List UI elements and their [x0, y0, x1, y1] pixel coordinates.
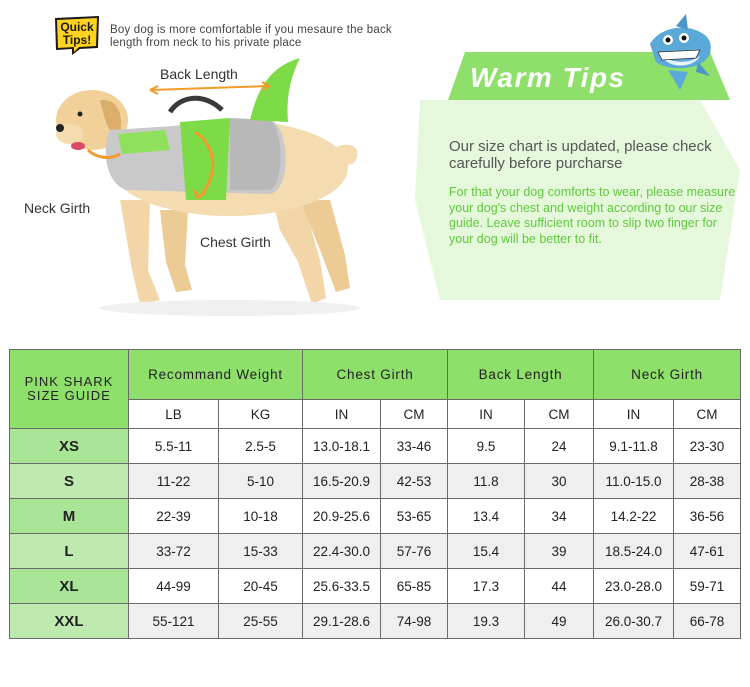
table-cell: 17.3 — [448, 569, 525, 604]
table-row — [10, 429, 741, 464]
neck-girth-label: Neck Girth — [24, 200, 91, 216]
table-cell: 11.0-15.0 — [594, 464, 674, 499]
table-cell: 42-53 — [381, 464, 448, 499]
size-cell: XXL — [10, 604, 129, 639]
quick-tips-text: Boy dog is more comfortable if you mesaure the back length from neck to his private place — [110, 24, 392, 49]
table-cell: 15-33 — [219, 534, 303, 569]
back-length-label: Back Length — [160, 66, 238, 82]
unit-kg: KG — [219, 400, 303, 429]
unit-neck-cm: CM — [674, 400, 741, 429]
unit-chest-cm: CM — [381, 400, 448, 429]
table-cell: 16.5-20.9 — [303, 464, 381, 499]
table-cell: 44 — [525, 569, 594, 604]
table-cell: 66-78 — [674, 604, 741, 639]
table-cell: 20-45 — [219, 569, 303, 604]
unit-back-cm: CM — [525, 400, 594, 429]
table-title: PINK SHARK SIZE GUIDE — [10, 350, 129, 429]
table-row — [10, 604, 741, 639]
table-cell: 25.6-33.5 — [303, 569, 381, 604]
quick-tips-badge-line2: Tips! — [62, 33, 92, 47]
shark-mascot-icon — [640, 14, 718, 94]
unit-neck-in: IN — [594, 400, 674, 429]
table-cell: 10-18 — [219, 499, 303, 534]
table-cell: 11.8 — [448, 464, 525, 499]
table-cell: 33-46 — [381, 429, 448, 464]
table-cell: 9.5 — [448, 429, 525, 464]
warm-tips-paragraph2: For that your dog comforts to wear, please measure your dog's chest and weight according to our size guide. Leave sufficient room to slip two finger for your dog will be better to fit. — [449, 185, 736, 246]
header-neck-girth: Neck Girth — [594, 350, 741, 400]
size-cell: S — [10, 464, 129, 499]
table-row — [10, 499, 741, 534]
table-row — [10, 569, 741, 604]
table-cell: 57-76 — [381, 534, 448, 569]
table-cell: 22-39 — [129, 499, 219, 534]
table-cell: 29.1-28.6 — [303, 604, 381, 639]
table-cell: 59-71 — [674, 569, 741, 604]
table-cell: 33-72 — [129, 534, 219, 569]
table-cell: 5.5-11 — [129, 429, 219, 464]
unit-lb: LB — [129, 400, 219, 429]
unit-chest-in: IN — [303, 400, 381, 429]
table-cell: 22.4-30.0 — [303, 534, 381, 569]
size-cell: XS — [10, 429, 129, 464]
table-cell: 47-61 — [674, 534, 741, 569]
warm-tips-title: Warm Tips — [470, 62, 626, 93]
table-cell: 14.2-22 — [594, 499, 674, 534]
table-cell: 15.4 — [448, 534, 525, 569]
table-cell: 19.3 — [448, 604, 525, 639]
table-cell: 36-56 — [674, 499, 741, 534]
table-row — [10, 534, 741, 569]
table-cell: 2.5-5 — [219, 429, 303, 464]
table-cell: 13.4 — [448, 499, 525, 534]
size-cell: L — [10, 534, 129, 569]
table-cell: 25-55 — [219, 604, 303, 639]
table-cell: 74-98 — [381, 604, 448, 639]
table-cell: 44-99 — [129, 569, 219, 604]
table-cell: 28-38 — [674, 464, 741, 499]
table-cell: 18.5-24.0 — [594, 534, 674, 569]
unit-back-in: IN — [448, 400, 525, 429]
size-cell: M — [10, 499, 129, 534]
table-cell: 24 — [525, 429, 594, 464]
table-cell: 53-65 — [381, 499, 448, 534]
table-cell: 23-30 — [674, 429, 741, 464]
table-cell: 65-85 — [381, 569, 448, 604]
table-cell: 23.0-28.0 — [594, 569, 674, 604]
table-cell: 5-10 — [219, 464, 303, 499]
warm-tips-paragraph1: Our size chart is updated, please check carefully before purcharse — [449, 138, 712, 172]
table-cell: 9.1-11.8 — [594, 429, 674, 464]
table-cell: 26.0-30.7 — [594, 604, 674, 639]
header-back-length: Back Length — [448, 350, 594, 400]
table-cell: 39 — [525, 534, 594, 569]
header-recommand-weight: Recommand Weight — [129, 350, 303, 400]
header-chest-girth: Chest Girth — [303, 350, 448, 400]
dog-illustration — [0, 50, 420, 330]
size-guide-table — [9, 349, 741, 639]
table-cell: 20.9-25.6 — [303, 499, 381, 534]
table-cell: 55-121 — [129, 604, 219, 639]
table-cell: 34 — [525, 499, 594, 534]
table-cell: 13.0-18.1 — [303, 429, 381, 464]
table-cell: 49 — [525, 604, 594, 639]
table-cell: 30 — [525, 464, 594, 499]
table-cell: 11-22 — [129, 464, 219, 499]
size-cell: XL — [10, 569, 129, 604]
quick-tips-badge-line1: Quick — [60, 20, 94, 34]
chest-girth-label: Chest Girth — [200, 234, 271, 250]
table-row — [10, 464, 741, 499]
